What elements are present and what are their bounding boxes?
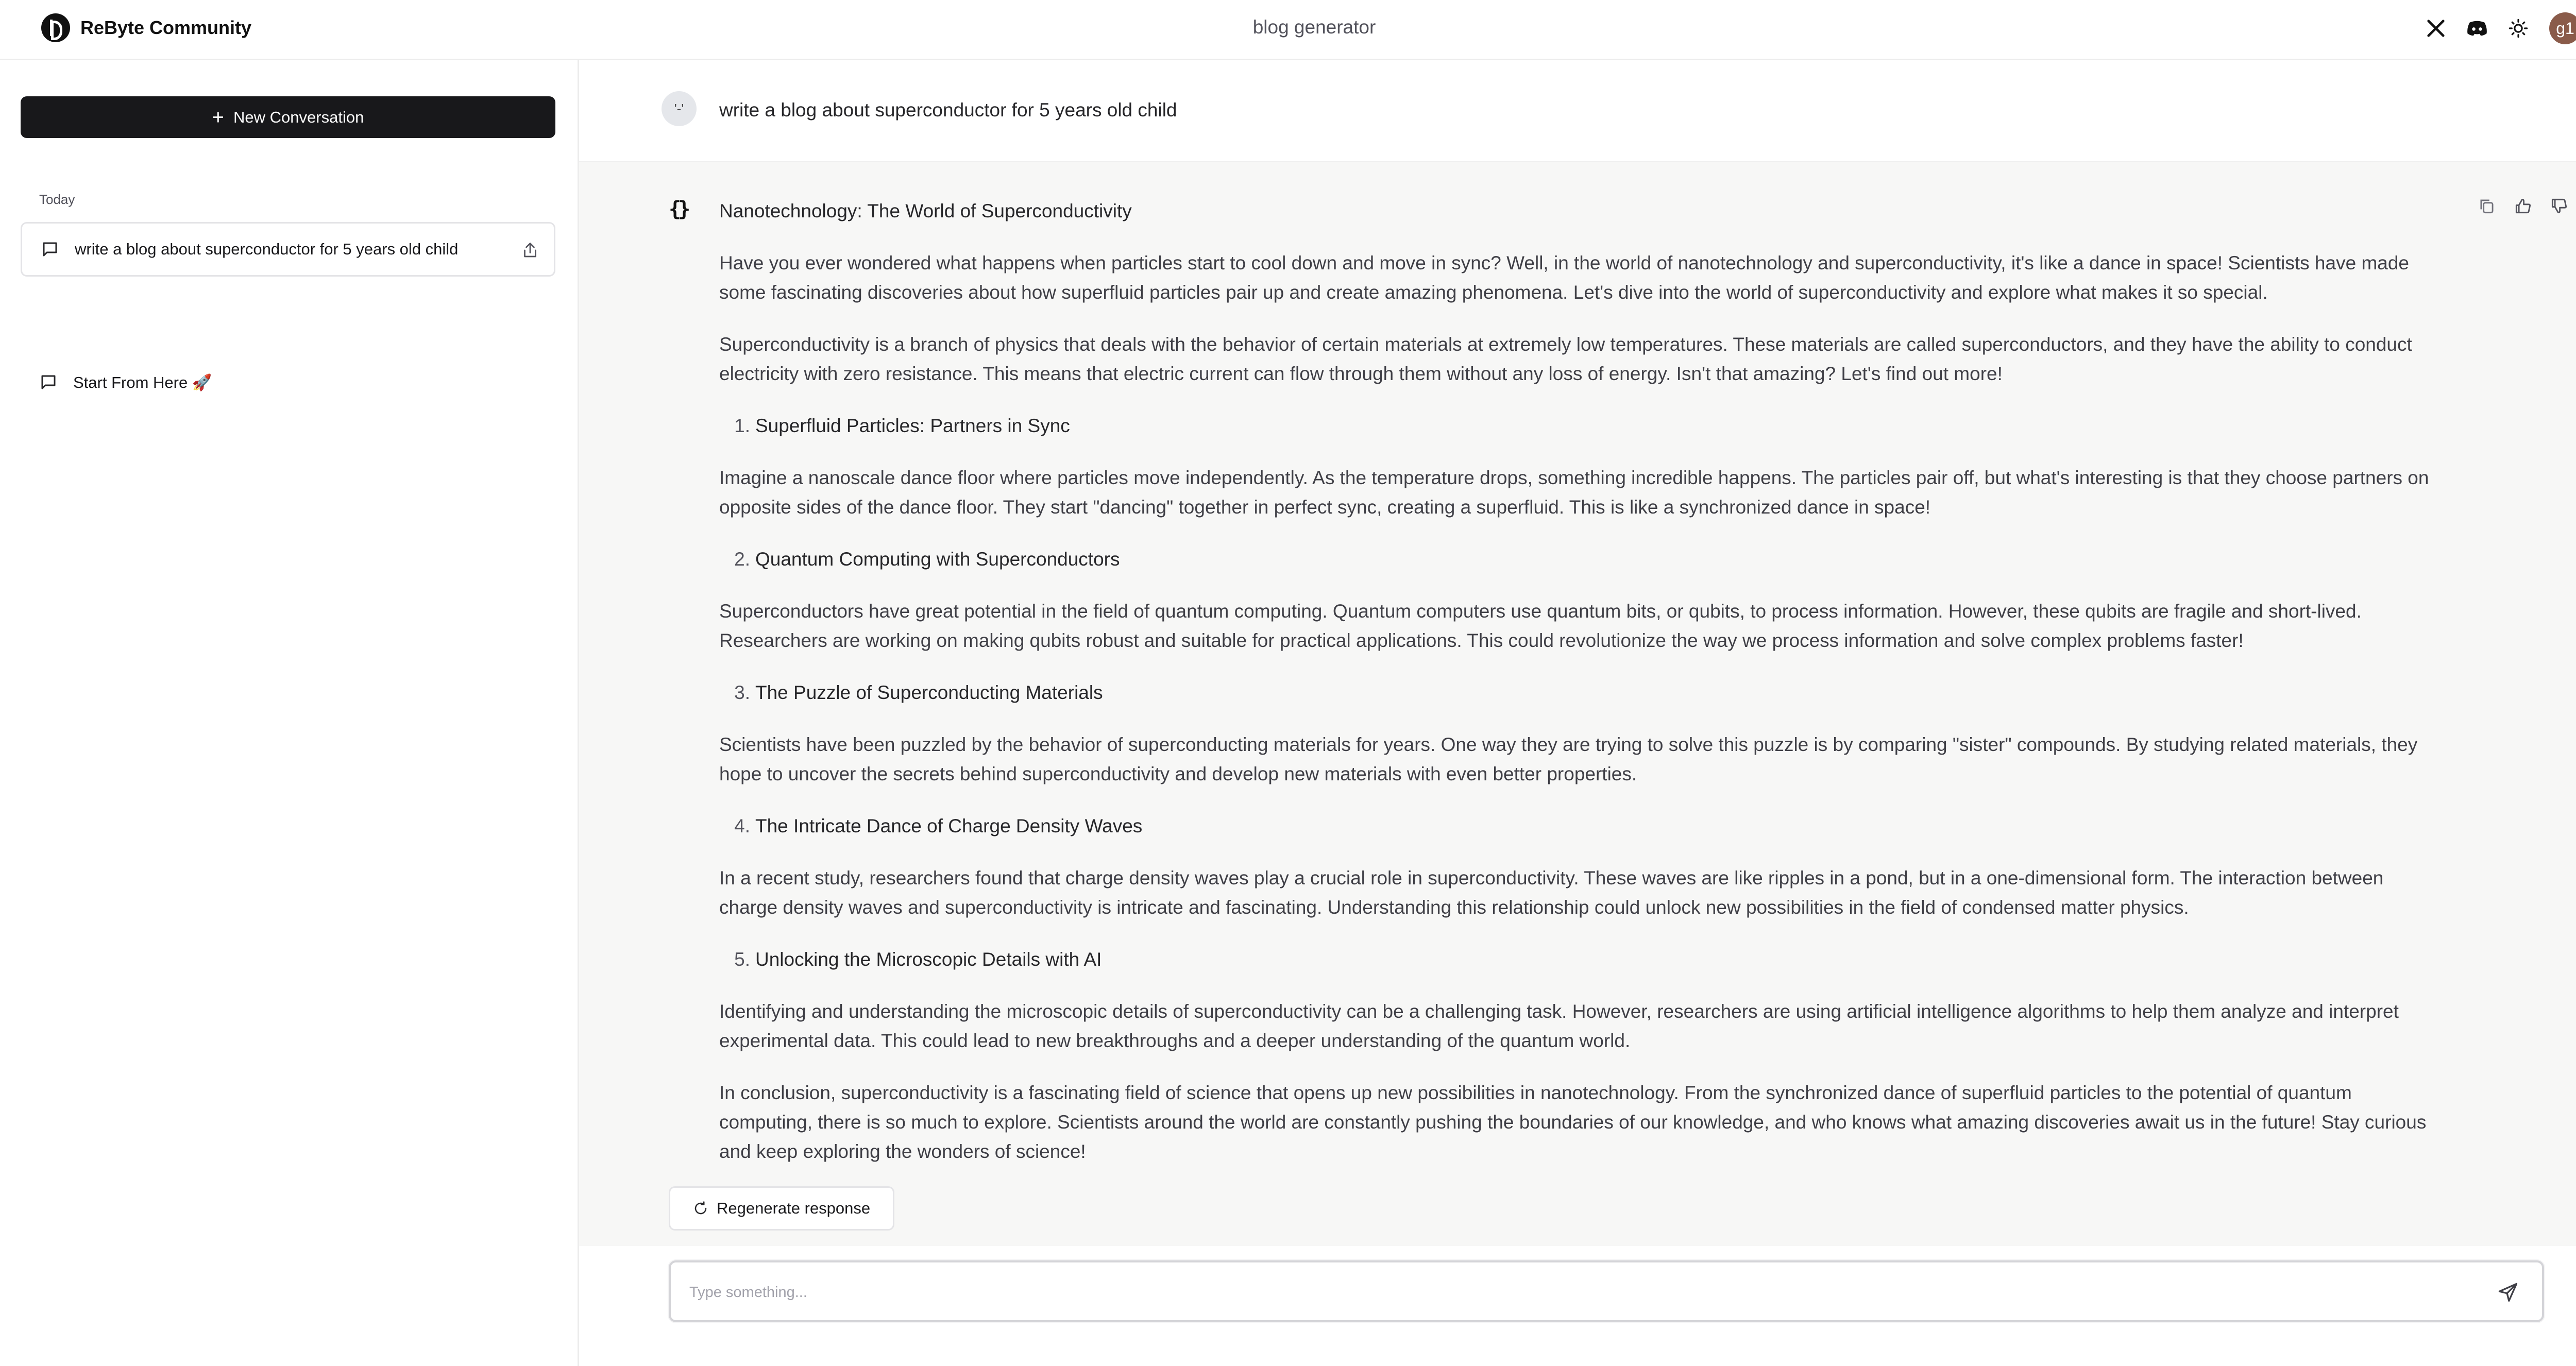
section-heading: Unlocking the Microscopic Details with AI [755,949,1102,970]
section-heading: The Intricate Dance of Charge Density Waves [755,815,1143,836]
section-heading: The Puzzle of Superconducting Materials [755,682,1103,703]
assistant-logo-icon: {} [669,197,688,221]
header-actions [2405,12,2576,44]
intro-paragraph: Have you ever wondered what happens when particles start to cool down and move in sync? Well, in the world of nanotechnology and superconductivity, it's like a dance in space! Scientists have made some fascinating discoveries about how superfluid particles pair up and create amazing phenomena. Let's dive into the world of superconductivity and explore what makes it so special. [719,252,2409,303]
list-item [719,678,2440,707]
user-avatar[interactable]: g1 [2549,12,2576,44]
conversation-label: Start From Here 🚀 [73,373,212,391]
conversation-item-active[interactable] [21,222,555,277]
thumbs-down-icon[interactable] [2549,196,2569,216]
list-item [719,811,2440,841]
refresh-icon [693,1201,708,1216]
discord-icon[interactable] [2467,18,2487,39]
section-body: In a recent study, researchers found that charge density waves play a crucial role in superconductivity. These waves are like ripples in a pond, but in a one-dimensional form. The interaction between charge density waves and superconductivity is intricate and fascinating. Understanding this relationship could unlock new possibilities in the field of condensed matter physics. [719,867,2384,918]
conversation-item[interactable] [21,364,555,400]
list-number: 1. [734,415,750,436]
user-message-avatar: '-' [662,91,697,126]
user-message-text: write a blog about superconductor for 5 years old child [719,99,1177,121]
list-number: 4. [734,815,750,836]
sidebar [0,60,579,1366]
send-icon[interactable] [2497,1281,2519,1304]
section-body: Identifying and understanding the microscopic details of superconductivity can be a challenging task. However, researchers are using artificial intelligence algorithms to help them analyze and interpret experimental data. This could lead to new breakthroughs and a deeper understanding of the quantum world. [719,1001,2399,1051]
message-actions [2461,196,2569,216]
regenerate-label: Regenerate response [717,1199,871,1217]
list-item [719,945,2440,974]
user-message-row [579,60,2576,161]
regenerate-button[interactable] [669,1186,894,1231]
list-item [719,544,2440,574]
new-conversation-button[interactable] [21,96,555,138]
copy-icon[interactable] [2477,196,2497,216]
list-number: 2. [734,549,750,570]
message-composer [669,1260,2544,1322]
conversation-label: write a blog about superconductor for 5 years old child [75,240,459,258]
list-number: 5. [734,949,750,970]
chat-bubble-icon [41,240,59,259]
blog-title: Nanotechnology: The World of Superconductivity [719,200,1132,221]
chat-main [579,60,2576,1366]
assistant-message-content [719,196,2440,1189]
section-body: Superconductors have great potential in the field of quantum computing. Quantum computers use quantum bits, or qubits, to process information. However, these qubits are fragile and short-lived. Researchers are working on making qubits robust and suitable for practical applications. This could revolutionize the way we process information and solve complex problems faster! [719,601,2362,651]
assistant-message-row [579,161,2576,1246]
section-body: Imagine a nanoscale dance floor where particles move independently. As the temperature drops, something incredible happens. The particles pair off, but what's interesting is that they choose partners on opposite sides of the dance floor. They start "dancing" together in perfect sync, creating a superfluid. This is like a synchronized dance in space! [719,467,2429,518]
brand-name: ReByte Community [80,17,252,38]
chat-bubble-icon [39,373,58,391]
list-item [719,411,2440,440]
sun-icon[interactable] [2508,18,2529,39]
section-heading: Superfluid Particles: Partners in Sync [755,415,1070,436]
top-header [0,0,2576,60]
thumbs-up-icon[interactable] [2513,196,2533,216]
plus-icon: + [212,106,225,129]
x-logo-icon[interactable] [2426,18,2446,39]
new-conversation-label: New Conversation [233,108,364,126]
section-label-today: Today [39,192,75,207]
section-heading: Quantum Computing with Superconductors [755,549,1120,570]
page-title: blog generator [1252,16,1376,38]
message-input[interactable] [689,1278,2441,1307]
conclusion-paragraph: In conclusion, superconductivity is a fascinating field of science that opens up new possibilities in nanotechnology. From the synchronized dance of superfluid particles to the potential of quantum computing, there is so much to explore. Scientists around the world are constantly pushing the boundaries of our knowledge, and who knows what amazing discoveries await us in the future! Stay curious and keep exploring the wonders of science! [719,1082,2427,1162]
share-icon[interactable] [521,241,539,260]
list-number: 3. [734,682,750,703]
definition-paragraph: Superconductivity is a branch of physics that deals with the behavior of certain materials at extremely low temperatures. These materials are called superconductors, and they have the ability to conduct electricity with zero resistance. This means that electric current can flow through them without any loss of energy. Isn't that amazing? Let's find out more! [719,334,2412,384]
section-body: Scientists have been puzzled by the behavior of superconducting materials for years. One way they are trying to solve this puzzle is by comparing "sister" compounds. By studying related materials, they hope to uncover the secrets behind superconductivity and develop new materials with even better properties. [719,734,2418,784]
